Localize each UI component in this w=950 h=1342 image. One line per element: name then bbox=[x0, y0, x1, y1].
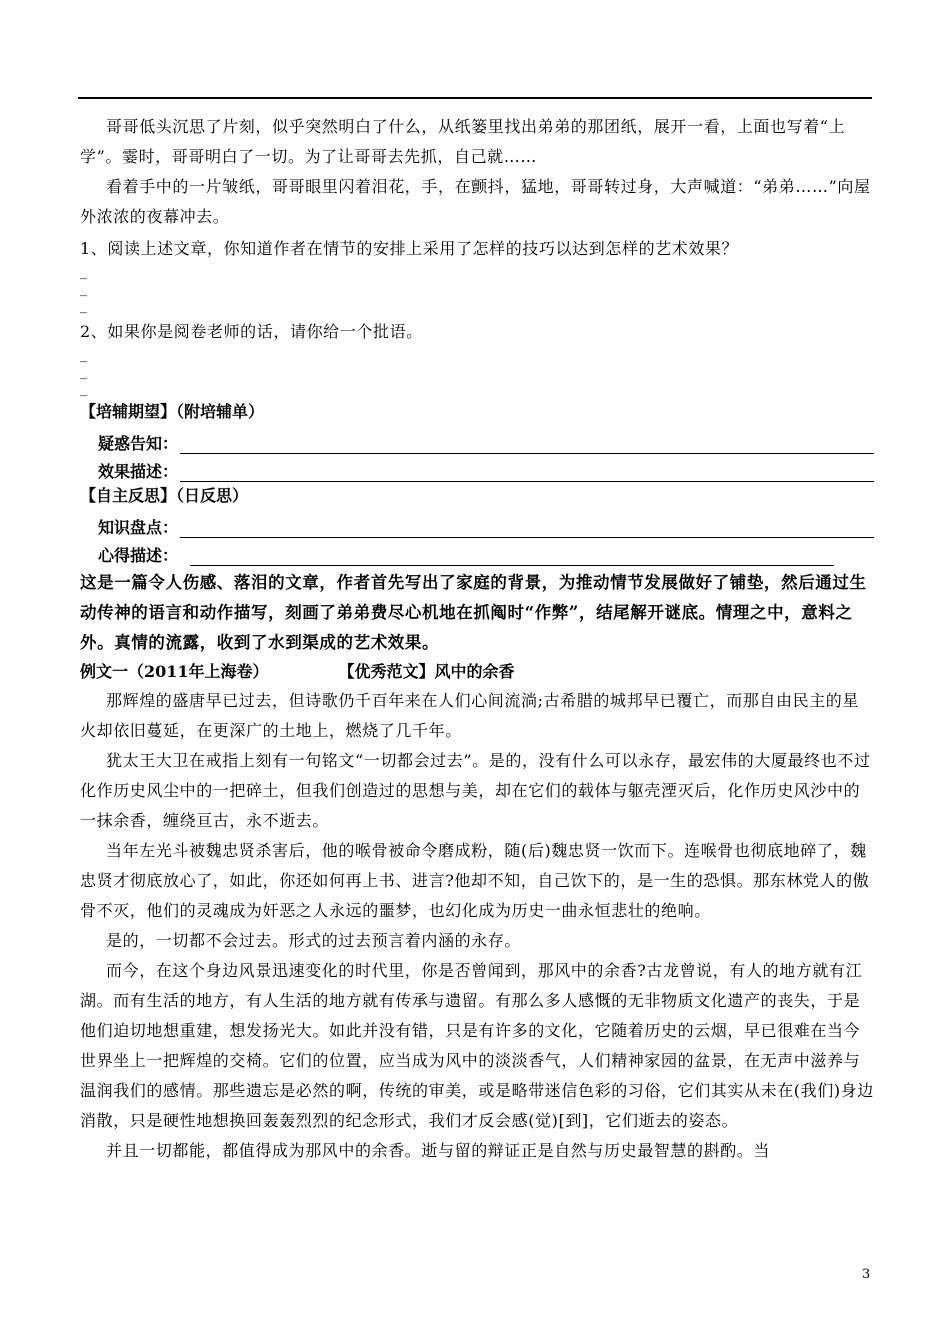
knowledge-row bbox=[80, 510, 874, 538]
header-rule bbox=[78, 97, 872, 99]
answer-blank[interactable]: _ bbox=[80, 281, 88, 297]
doubt-fill-line[interactable] bbox=[180, 435, 874, 454]
doubt-row bbox=[80, 426, 874, 454]
knowledge-fill-line[interactable] bbox=[180, 519, 874, 538]
essay-paragraph: 那辉煌的盛唐早已过去，但诗歌仍千百年来在人们心间流淌;古希腊的城邦早已覆亡，而那自由民主的星火却依旧蔓延，在更深广的土地上，燃烧了几千年。 bbox=[80, 691, 859, 740]
effect-row bbox=[80, 454, 874, 482]
reflect-section-heading: 【自主反思】（日反思） bbox=[80, 486, 249, 505]
insight-label: 心得描述： bbox=[98, 546, 179, 565]
insight-row bbox=[80, 538, 874, 566]
essay-paragraph: 当年左光斗被魏忠贤杀害后，他的喉骨被命令磨成粉，随(后)魏忠贤一饮而下。连喉骨也彻底地碎了，魏忠贤才彻底放心了，如此，你还如何再上书、进言?他却不知，自己饮下的，是一生的恐惧。那东林党人的傲骨不灭，他们的灵魂成为奸恶之人永远的噩梦，也幻化成为历史一曲永恒悲壮的绝响。 bbox=[80, 841, 870, 920]
effect-label: 效果描述： bbox=[98, 462, 179, 481]
essay-paragraph: 是的，一切都不会过去。形式的过去预言着内涵的永存。 bbox=[106, 931, 522, 950]
essay-paragraph: 犹太王大卫在戒指上刻有一句铭文“一切都会过去”。是的，没有什么可以永存，最宏伟的大厦最终也不过化作历史风尘中的一把碎土，但我们创造过的思想与美，却在它们的载体与躯壳湮灭后，化作历史风沙中的一抹余香，缠绕亘古，永不逝去。 bbox=[80, 751, 871, 830]
story-paragraph: 哥哥低头沉思了片刻，似乎突然明白了什么，从纸篓里找出弟弟的那团纸，展开一看，上面也写着“上学”。霎时，哥哥明白了一切。为了让哥哥去先抓，自己就…… bbox=[80, 117, 846, 166]
effect-fill-line[interactable] bbox=[180, 463, 874, 482]
example-heading bbox=[80, 658, 874, 686]
knowledge-label: 知识盘点： bbox=[98, 518, 179, 537]
answer-blank[interactable]: _ bbox=[80, 364, 88, 380]
example-title: 【优秀范文】风中的余香 bbox=[338, 662, 515, 681]
question-1: 1、阅读上述文章，你知道作者在情节的安排上采用了怎样的技巧以达到怎样的艺术效果？ bbox=[80, 239, 739, 258]
summary-paragraph: 这是一篇令人伤感、落泪的文章，作者首先写出了家庭的背景，为推动情节发展做好了铺垫，然后通过生动传神的语言和动作描写，刻画了弟弟费尽心机地在抓阄时“作弊”，结尾解开谜底。情理之中，意料之外。真情的流露，收到了水到渠成的艺术效果。 bbox=[80, 573, 867, 652]
doubt-label: 疑惑告知： bbox=[98, 434, 179, 453]
page-number: 3 bbox=[862, 1267, 871, 1282]
story-paragraph: 看着手中的一片皱纸，哥哥眼里闪着泪花，手，在颤抖，猛地，哥哥转过身，大声喊道：“弟弟……”向屋外浓浓的夜幕冲去。 bbox=[80, 177, 871, 226]
answer-blank[interactable]: _ bbox=[80, 298, 88, 314]
insight-fill-line[interactable] bbox=[190, 547, 834, 566]
answer-blank[interactable]: _ bbox=[80, 264, 88, 280]
question-2: 2、如果你是阅卷老师的话，请你给一个批语。 bbox=[80, 322, 423, 341]
expect-section-heading: 【培辅期望】（附培辅单） bbox=[80, 402, 265, 421]
example-label: 例文一（2011年上海卷） bbox=[80, 662, 269, 681]
answer-blank[interactable]: _ bbox=[80, 381, 88, 397]
essay-paragraph: 而今，在这个身边风景迅速变化的时代里，你是否曾闻到，那风中的余香?古龙曾说，有人的地方就有江湖。而有生活的地方，有人生活的地方就有传承与遗留。有那么多人感慨的无非物质文化遗产的丧失，于是他们迫切地想重建，想发扬光大。如此并没有错，只是有许多的文化，它随着历史的云烟，早已很难在当今世界坐上一把辉煌的交椅。它们的位置，应当成为风中的淡淡香气，人们精神家园的盆景，在无声中滋养与温润我们的感情。那些遗忘是必然的啊，传统的审美，或是略带迷信色彩的习俗，它们其实从未在(我们)身边消散，只是硬性地想换回轰轰烈烈的纪念形式，我们才反会感(觉)[到]，它们逝去的姿态。 bbox=[80, 961, 874, 1130]
page-content bbox=[80, 112, 874, 1166]
answer-blank[interactable]: _ bbox=[80, 347, 88, 363]
essay-paragraph: 并且一切都能，都值得成为那风中的余香。逝与留的辩证正是自然与历史最智慧的斟酌。当 bbox=[106, 1141, 771, 1160]
